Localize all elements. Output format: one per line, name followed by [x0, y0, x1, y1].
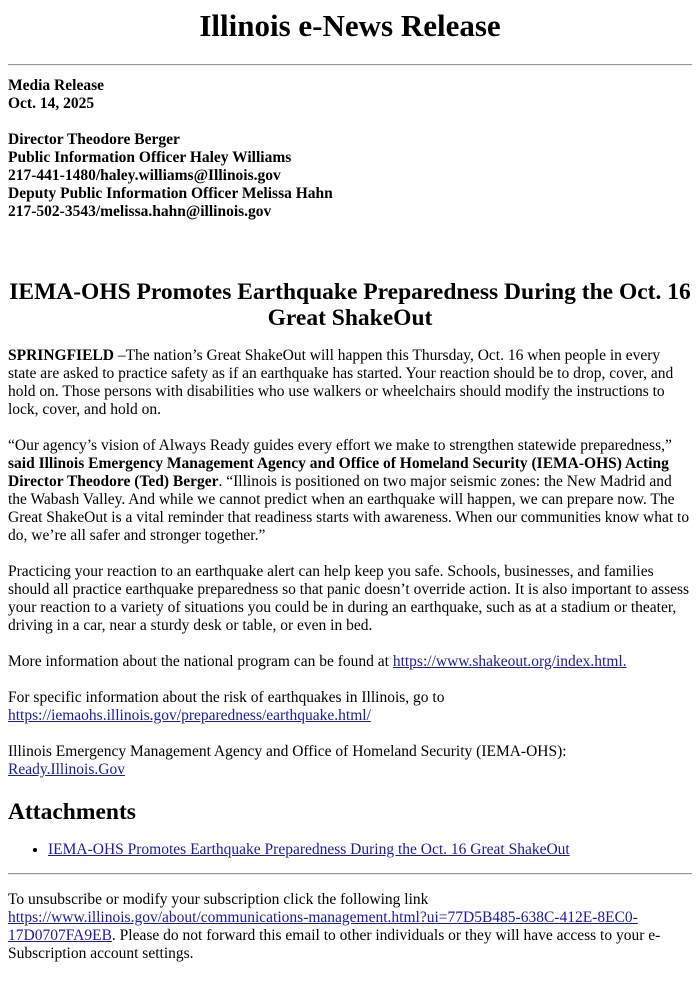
- attachment-link[interactable]: IEMA-OHS Promotes Earthquake Preparedness During the Oct. 16 Great ShakeOut: [48, 841, 570, 858]
- attachments-list: [8, 841, 692, 859]
- paragraph-6-text: Illinois Emergency Management Agency and Office of Homeland Security (IEMA-OHS):: [8, 743, 567, 760]
- paragraph-5: [8, 689, 692, 725]
- footer-text: To unsubscribe or modify your subscription click the following link: [8, 891, 429, 908]
- footer-warning: . Please do not forward this email to other individuals or they will have access to your e-Subscription account settings.: [8, 927, 661, 962]
- paragraph-5-text: For specific information about the risk of earthquakes in Illinois, go to: [8, 689, 445, 706]
- paragraph-3: Practicing your reaction to an earthquake alert can help keep you safe. Schools, businesses, and families should all practice earthquake preparedness so that panic doesn’t override action. It is also important to assess your reaction to a variety of situations you could be in during an earthquake, such as at a stadium or theater, driving in a car, near a sturdy desk or table, or even in bed.: [8, 563, 690, 634]
- earthquake-info-link[interactable]: https://iemaohs.illinois.gov/preparedness/earthquake.html/: [8, 707, 371, 724]
- shakeout-link[interactable]: https://www.shakeout.org/index.html.: [392, 653, 627, 670]
- pio-contact: 217-441-1480/haley.williams@Illinois.gov: [8, 167, 281, 184]
- page-title: Illinois e-News Release: [199, 8, 501, 43]
- paragraph-2: [8, 437, 692, 545]
- paragraph-1-text: –The nation’s Great ShakeOut will happen this Thursday, Oct. 16 when people in every state are asked to practice safety as if an earthquake has started. Your reaction should be to drop, cover, and hold on. Those persons with disabilities who use walkers or wheelchairs should modify the instructions to lock, cover, and hold on.: [8, 347, 674, 418]
- contact-block: [8, 77, 692, 221]
- deputy-contact: 217-502-3543/melissa.hahn@illinois.gov: [8, 203, 272, 220]
- ready-illinois-link[interactable]: Ready.Illinois.Gov: [8, 761, 125, 778]
- quote-rest: . “Illinois is positioned on two major seismic zones: the New Madrid and the Wabash Valley. And while we cannot predict when an earthquake will happen, we can prepare now. The Great ShakeOut is a vital reminder that readiness starts with awareness. When our communities know what to do, we’re all safer and stronger together.”: [8, 473, 690, 544]
- attachments-heading: Attachments: [8, 799, 136, 825]
- release-type: Media Release: [8, 77, 104, 94]
- paragraph-6: [8, 743, 692, 779]
- quote-attribution: said Illinois Emergency Management Agency and Office of Homeland Security (IEMA-OHS) Acting Director Theodore (Ted) Berger: [8, 455, 669, 490]
- deputy-pio: Deputy Public Information Officer Melissa Hahn: [8, 185, 333, 202]
- paragraph-4: [8, 653, 692, 671]
- unsubscribe-link[interactable]: https://www.illinois.gov/about/communications-management.html?ui=77D5B485-638C-412E-8EC0-17D0707FA9EB: [8, 909, 638, 944]
- pio: Public Information Officer Haley Williams: [8, 149, 292, 166]
- footer: [8, 891, 692, 963]
- paragraph-4-text: More information about the national program can be found at: [8, 653, 393, 670]
- divider: [8, 873, 692, 875]
- headline: IEMA-OHS Promotes Earthquake Preparedness During the Oct. 16 Great ShakeOut: [9, 279, 691, 331]
- paragraph-1: [8, 347, 692, 419]
- release-date: Oct. 14, 2025: [8, 95, 95, 112]
- director: Director Theodore Berger: [8, 131, 180, 148]
- divider: [8, 64, 692, 66]
- dateline: SPRINGFIELD: [8, 347, 114, 364]
- quote-start: “Our agency’s vision of Always Ready guides every effort we make to strengthen statewide preparedness,”: [8, 437, 672, 454]
- attachment-item: [48, 841, 692, 859]
